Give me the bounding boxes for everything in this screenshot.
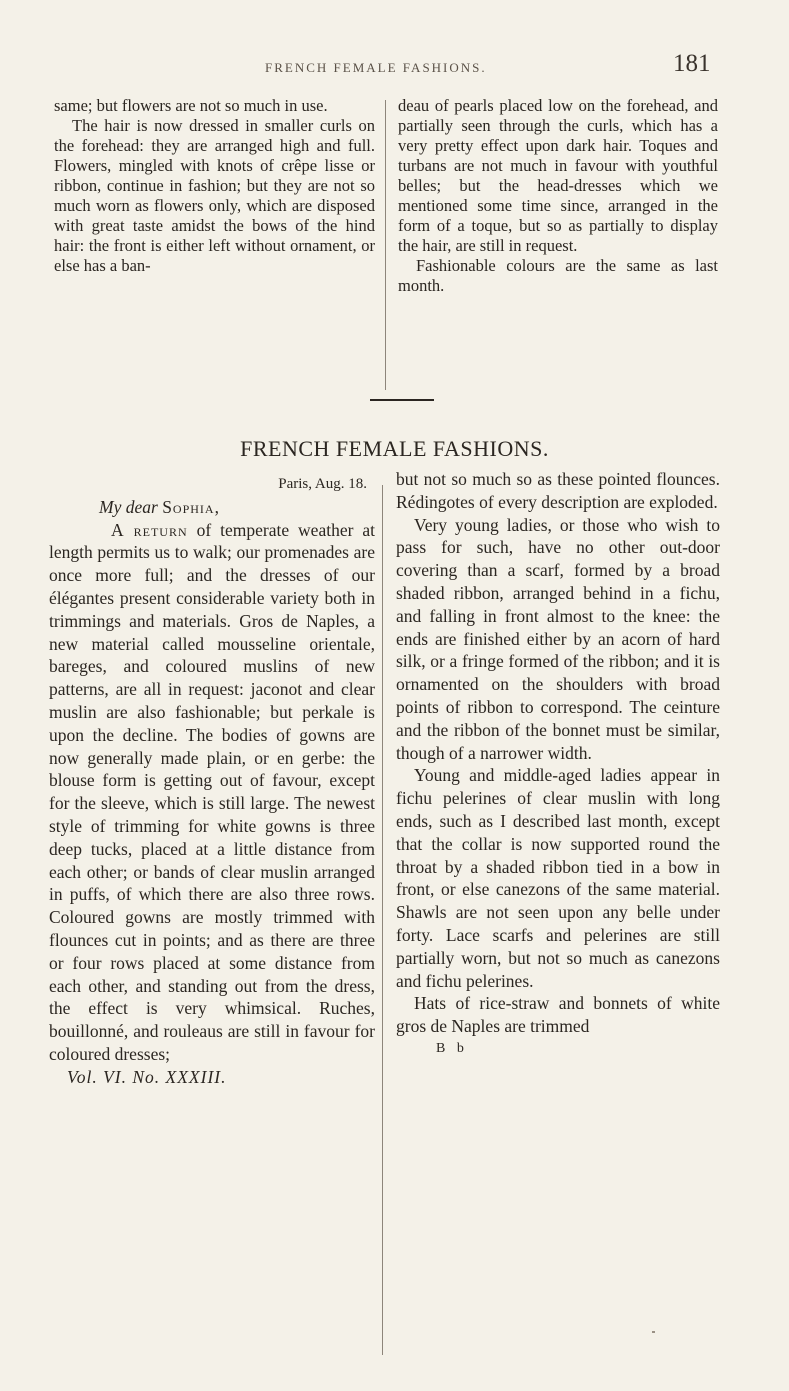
signature-mark: B b	[436, 1040, 468, 1056]
opening-word: A return	[111, 519, 188, 540]
letter-paragraph: but not so much so as these pointed flounces. Rédingotes of every description are exploded.	[396, 469, 720, 512]
salutation-name: Sophia,	[162, 496, 220, 517]
section-divider	[370, 399, 434, 401]
letter-paragraph: Very young ladies, or those who wish to pass for such, have no other out-door covering than a scarf, formed by a broad shaded ribbon, arranged behind in a fichu, and falling in front almost to the knee: the ends are finished either by an acorn of hard silk, or a fringe formed of the ribbon; and it is ornamented on the shoulders with broad points of ribbon to correspond. The ceinture and the ribbon of the bonnet must be similar, though of a narrower width.	[396, 514, 720, 763]
volume-reference: Vol. VI. No. XXXIII.	[67, 1066, 227, 1087]
paragraph: same; but flowers are not so much in use.	[54, 96, 328, 115]
salutation-italic: My dear	[99, 496, 158, 517]
letter-left-column	[49, 473, 375, 1089]
page-number: 181	[673, 50, 711, 77]
page-speck	[652, 1331, 655, 1333]
paragraph: Fashionable colours are the same as last month.	[398, 256, 718, 295]
letter-paragraph: Hats of rice-straw and bonnets of white gros de Naples are trimmed	[396, 993, 720, 1037]
paragraph: deau of pearls placed low on the forehead, and partially seen through the curls, which has a very pretty effect upon dark hair. Toques and turbans are not much in favour with youthful belles; but the head-dresses which we mentioned some time since, arranged in the form of a toque, but so as partially to display the hair, are still in request.	[398, 96, 718, 255]
section-heading: FRENCH FEMALE FASHIONS.	[240, 436, 549, 461]
column-rule	[385, 100, 386, 390]
top-left-column	[54, 96, 375, 276]
top-right-column	[398, 96, 718, 296]
letter-text: of temperate weather at length permits us to walk; our promenades are once more full; and the dresses of our élégantes present considerable variety both in trimmings and materials. Gros de Naples, a new material called mousseline orientale, bareges, and coloured muslins of new patterns, are all in request: jaconot and clear muslin are also fashionable; but perkale is upon the decline. The bodies of gowns are now generally made plain, or en gerbe: the blouse form is getting out of favour, except for the sleeve, which is still large. The newest style of trimming for white gowns is three deep tucks, placed at a little distance from each other; or bands of clear muslin arranged in puffs, of which there are also three rows. Coloured gowns are mostly trimmed with flounces cut in points; and as there are three or four rows placed at some distance from each other, and standing out from the dress, the effect is very whimsical. Ruches, bouillonné, and rouleaus are still in favour for coloured dresses;	[49, 519, 375, 1064]
letter-right-column	[396, 468, 720, 1061]
running-head	[0, 48, 789, 88]
running-title: FRENCH FEMALE FASHIONS.	[265, 60, 487, 75]
column-rule	[382, 485, 383, 1355]
salutation	[49, 496, 375, 519]
letter-paragraph: Young and middle-aged ladies appear in fichu pelerines of clear muslin with long ends, such as I described last month, except that the collar is now supported round the throat by a shaded ribbon tied in a bow in front, or else canezons of the same material. Shawls are not seen upon any belle under forty. Lace scarfs and pelerines are still partially worn, but not so much as canezons and fichu pelerines.	[396, 765, 720, 991]
dateline: Paris, Aug. 18.	[278, 476, 367, 492]
paragraph: The hair is now dressed in smaller curls on the forehead: they are arranged high and full. Flowers, mingled with knots of crêpe lisse or ribbon, continue in fashion; but they are not so much worn as flowers only, which are disposed with great taste amidst the bows of the hind hair: the front is either left without ornament, or else has a ban-	[54, 116, 375, 275]
letter-paragraph	[49, 519, 375, 1066]
